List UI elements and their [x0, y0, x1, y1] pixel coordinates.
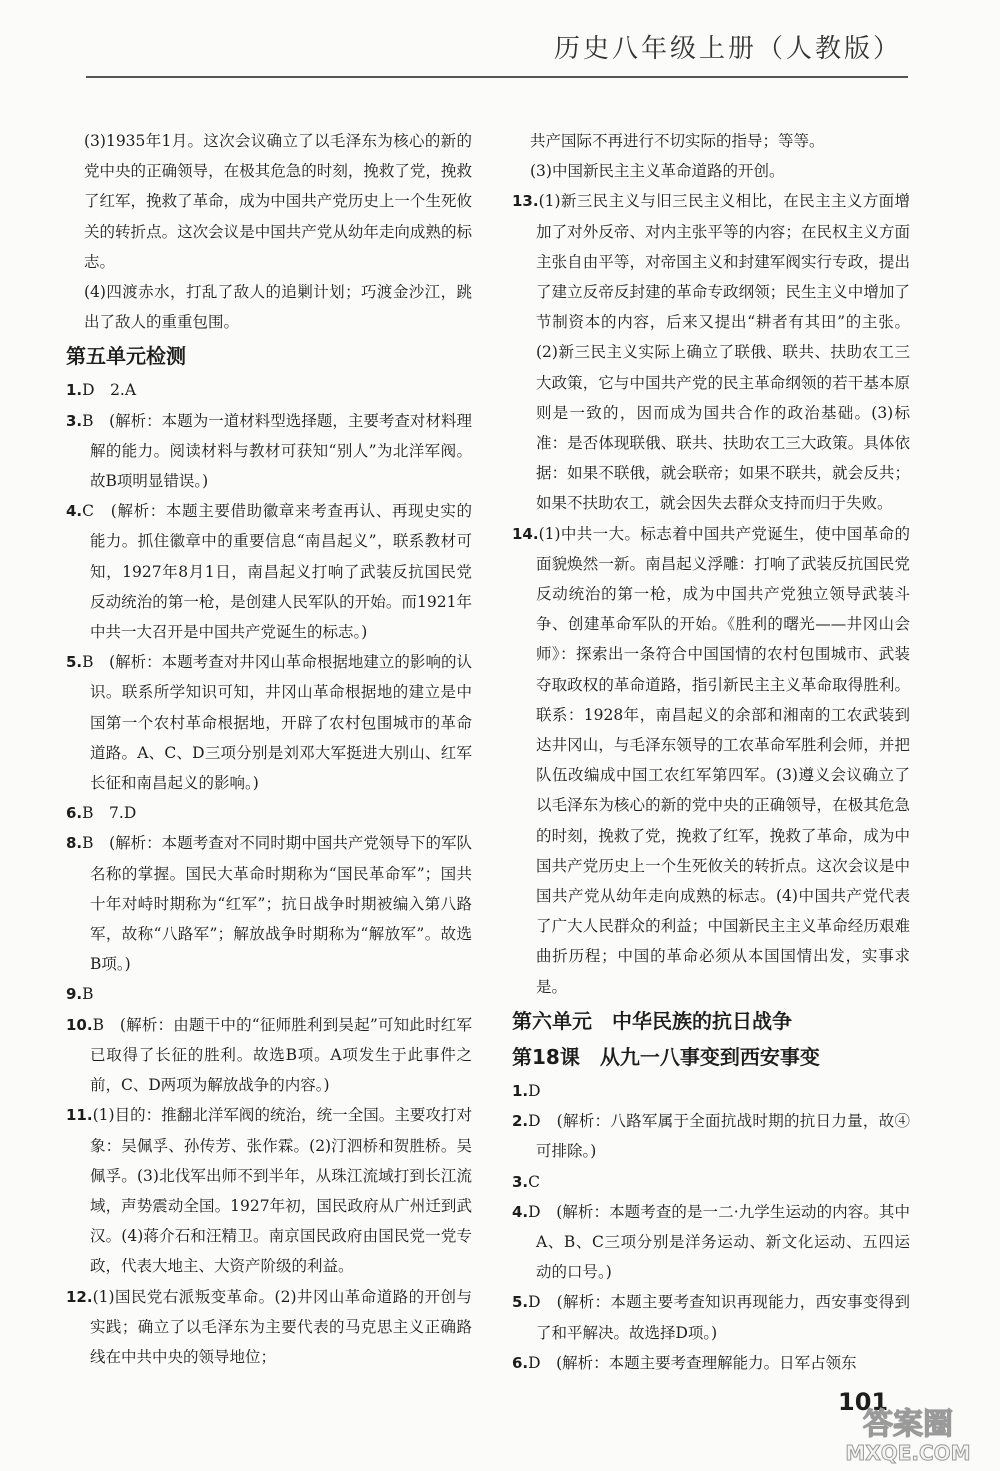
item-text: B: [82, 985, 94, 1004]
section-heading: 第六单元 中华民族的抗日战争: [512, 1008, 792, 1033]
item-text: D (解析：本题主要考查知识再现能力，西安事变得到了和平解决。故选择D项。): [528, 1293, 910, 1342]
item-text: B (解析：由题干中的“征师胜利到吴起”可知此时红军已取得了长征的胜利。故选B项。A项发生于此事件之前，C、D两项为解放战争的内容。): [90, 1015, 472, 1095]
item-text: D: [528, 1081, 541, 1100]
left-column: [66, 126, 472, 1372]
item-text: (1)国民党右派叛变革命。(2)井冈山革命道路的开创与实践；确立了以毛泽东为主要代表的马克思主义正确路线在中共中央的领导地位；: [90, 1287, 472, 1366]
item-number: 6.: [512, 1353, 529, 1372]
answer-item: [66, 375, 472, 405]
answer-item: [66, 979, 472, 1009]
item-number: 5.: [66, 653, 83, 672]
item-number: 2.: [512, 1112, 529, 1131]
answer-item: [512, 519, 910, 1002]
section-heading: 第五单元检测: [66, 344, 186, 369]
answer-item: [512, 1167, 910, 1197]
answer-item: [512, 1348, 910, 1378]
item-text: (1)中共一大。标志着中国共产党诞生，使中国革命的面貌焕然一新。南昌起义浮雕：打响了武装反抗国民党反动统治的第一枪，成为中国共产党独立领导武装斗争、创建革命军队的开始。《胜利的曙光——井冈山会师》：探索出一条符合中国国情的农村包围城市、武装夺取政权的革命道路，指引新民主主义革命取得胜利。联系：1928年，南昌起义的余部和湘南的工农武装到达井冈山，与毛泽东领导的工农革命军胜利会师，并把队伍改编成中国工农红军第四军。(3)遵义会议确立了以毛泽东为核心的新的党中央的正确领导，在极其危急的时刻，挽救了党，挽救了红军，挽救了革命，成为中国共产党历史上一个生死攸关的转折点。这次会议是中国共产党从幼年走向成熟的标志。(4)中国共产党代表了广大人民群众的利益；中国新民主主义革命经历艰难曲折历程；中国的革命必须从本国国情出发，实事求是。: [536, 524, 910, 996]
item-number: 6.: [66, 804, 83, 823]
page-number: 101: [838, 1388, 889, 1416]
item-text: D 2.A: [82, 381, 137, 400]
answer-item: [66, 828, 472, 979]
item-number: 1.: [66, 381, 83, 400]
header-rule: [86, 76, 908, 78]
answer-paragraph: (3)中国新民主主义革命道路的开创。: [530, 162, 785, 181]
item-number: 8.: [66, 834, 83, 853]
item-number: 1.: [512, 1081, 529, 1100]
item-text: D (解析：本题考查的是一二·九学生运动的内容。其中A、B、C三项分别是洋务运动、新文化运动、五四运动的口号。): [528, 1202, 910, 1282]
item-number: 4.: [512, 1202, 529, 1221]
item-text: D (解析：本题主要考查理解能力。日军占领东: [528, 1353, 857, 1372]
item-number: 12.: [66, 1287, 93, 1306]
answer-item: [512, 1287, 910, 1347]
item-number: 9.: [66, 985, 83, 1004]
answer-paragraph: (3)1935年1月。这次会议确立了以毛泽东为核心的新的党中央的正确领导，在极其危急的时刻，挽救了党，挽救了红军，挽救了革命，成为中国共产党历史上一个生死攸关的转折点。这次会议是中国共产党从幼年走向成熟的标志。: [84, 132, 472, 271]
item-text: (1)目的：推翻北洋军阀的统治，统一全国。主要攻打对象：吴佩孚、孙传芳、张作霖。(2)汀泗桥和贺胜桥。吴佩孚。(3)北伐军出师不到半年，从珠江流域打到长江流域，声势震动全国。1927年初，国民政府从广州迁到武汉。(4)蒋介石和汪精卫。南京国民政府由国民党一党专政，代表大地主、大资产阶级的利益。: [90, 1106, 472, 1276]
answer-item: [66, 1100, 472, 1281]
item-number: 4.: [66, 502, 83, 521]
watermark-logo: [832, 1400, 984, 1464]
answer-item: [66, 798, 472, 828]
answer-item: [66, 1010, 472, 1101]
item-text: B (解析：本题考查对井冈山革命根据地建立的影响的认识。联系所学知识可知，井冈山革命根据地的建立是中国第一个农村革命根据地，开辟了农村包围城市的革命道路。A、C、D三项分别是刘邓大军挺进大别山、红军长征和南昌起义的影响。): [82, 653, 472, 793]
answer-item: [512, 1197, 910, 1288]
answer-item: [512, 1106, 910, 1166]
item-text: C (解析：本题主要借助徽章来考查再认、再现史实的能力。抓住徽章中的重要信息“南昌起义”，联系教材可知，1927年8月1日，南昌起义打响了武装反抗国民党反动统治的第一枪，是创建人民军队的开始。而1921年中共一大召开是中国共产党诞生的标志。): [82, 502, 472, 642]
answer-paragraph: 共产国际不再进行不切实际的指导；等等。: [530, 132, 825, 150]
item-text: B (解析：本题考查对不同时期中国共产党领导下的军队名称的掌握。国民大革命时期称为“国民革命军”；国共十年对峙时期称为“红军”；抗日战争时期被编入第八路军，故称“八路军”；解放战争时期称为“解放军”。故选B项。): [82, 834, 472, 974]
answer-item: [66, 406, 472, 497]
right-column: [512, 126, 910, 1378]
answer-paragraph: (4)四渡赤水，打乱了敌人的追剿计划；巧渡金沙江，跳出了敌人的重重包围。: [84, 283, 472, 332]
item-number: 10.: [66, 1015, 93, 1034]
answer-item: [66, 647, 472, 798]
watermark-text-top: 答案圈: [863, 1407, 953, 1442]
item-number: 11.: [66, 1106, 93, 1125]
item-number: 14.: [512, 524, 539, 543]
running-header: 历史八年级上册（人教版）: [553, 34, 902, 64]
item-number: 3.: [512, 1172, 529, 1191]
item-text: B 7.D: [82, 804, 137, 823]
item-text: D (解析：八路军属于全面抗战时期的抗日力量，故④可排除。): [528, 1112, 910, 1161]
answer-item: [512, 186, 910, 518]
item-text: B (解析：本题为一道材料型选择题，主要考查对材料理解的能力。阅读材料与教材可获知“别人”为北洋军阀。故B项明显错误。): [82, 411, 472, 491]
answer-item: [66, 496, 472, 647]
answer-item: [512, 1076, 910, 1106]
item-text: (1)新三民主义与旧三民主义相比，在民主主义方面增加了对外反帝、对内主张平等的内容；在民权主义方面主张自由平等，对帝国主义和封建军阀实行专政，提出了建立反帝反封建的革命专政纲领；民生主义中增加了节制资本的内容，后来又提出“耕者有其田”的主张。(2)新三民主义实际上确立了联俄、联共、扶助农工三大政策，它与中国共产党的民主革命纲领的若干基本原则是一致的，因而成为国共合作的政治基础。(3)标准：是否体现联俄、联共、扶助农工三大政策。具体依据：如果不联俄，就会联帝；如果不联共，就会反共；如果不扶助农工，就会因失去群众支持而归于失败。: [536, 192, 910, 513]
item-number: 5.: [512, 1293, 529, 1312]
item-text: C: [528, 1172, 541, 1191]
section-heading: 第18课 从九一八事变到西安事变: [512, 1044, 820, 1069]
watermark-text-bottom: MXQE.COM: [845, 1441, 971, 1464]
item-number: 3.: [66, 411, 83, 430]
item-number: 13.: [512, 192, 539, 211]
answer-item: [66, 1282, 472, 1373]
